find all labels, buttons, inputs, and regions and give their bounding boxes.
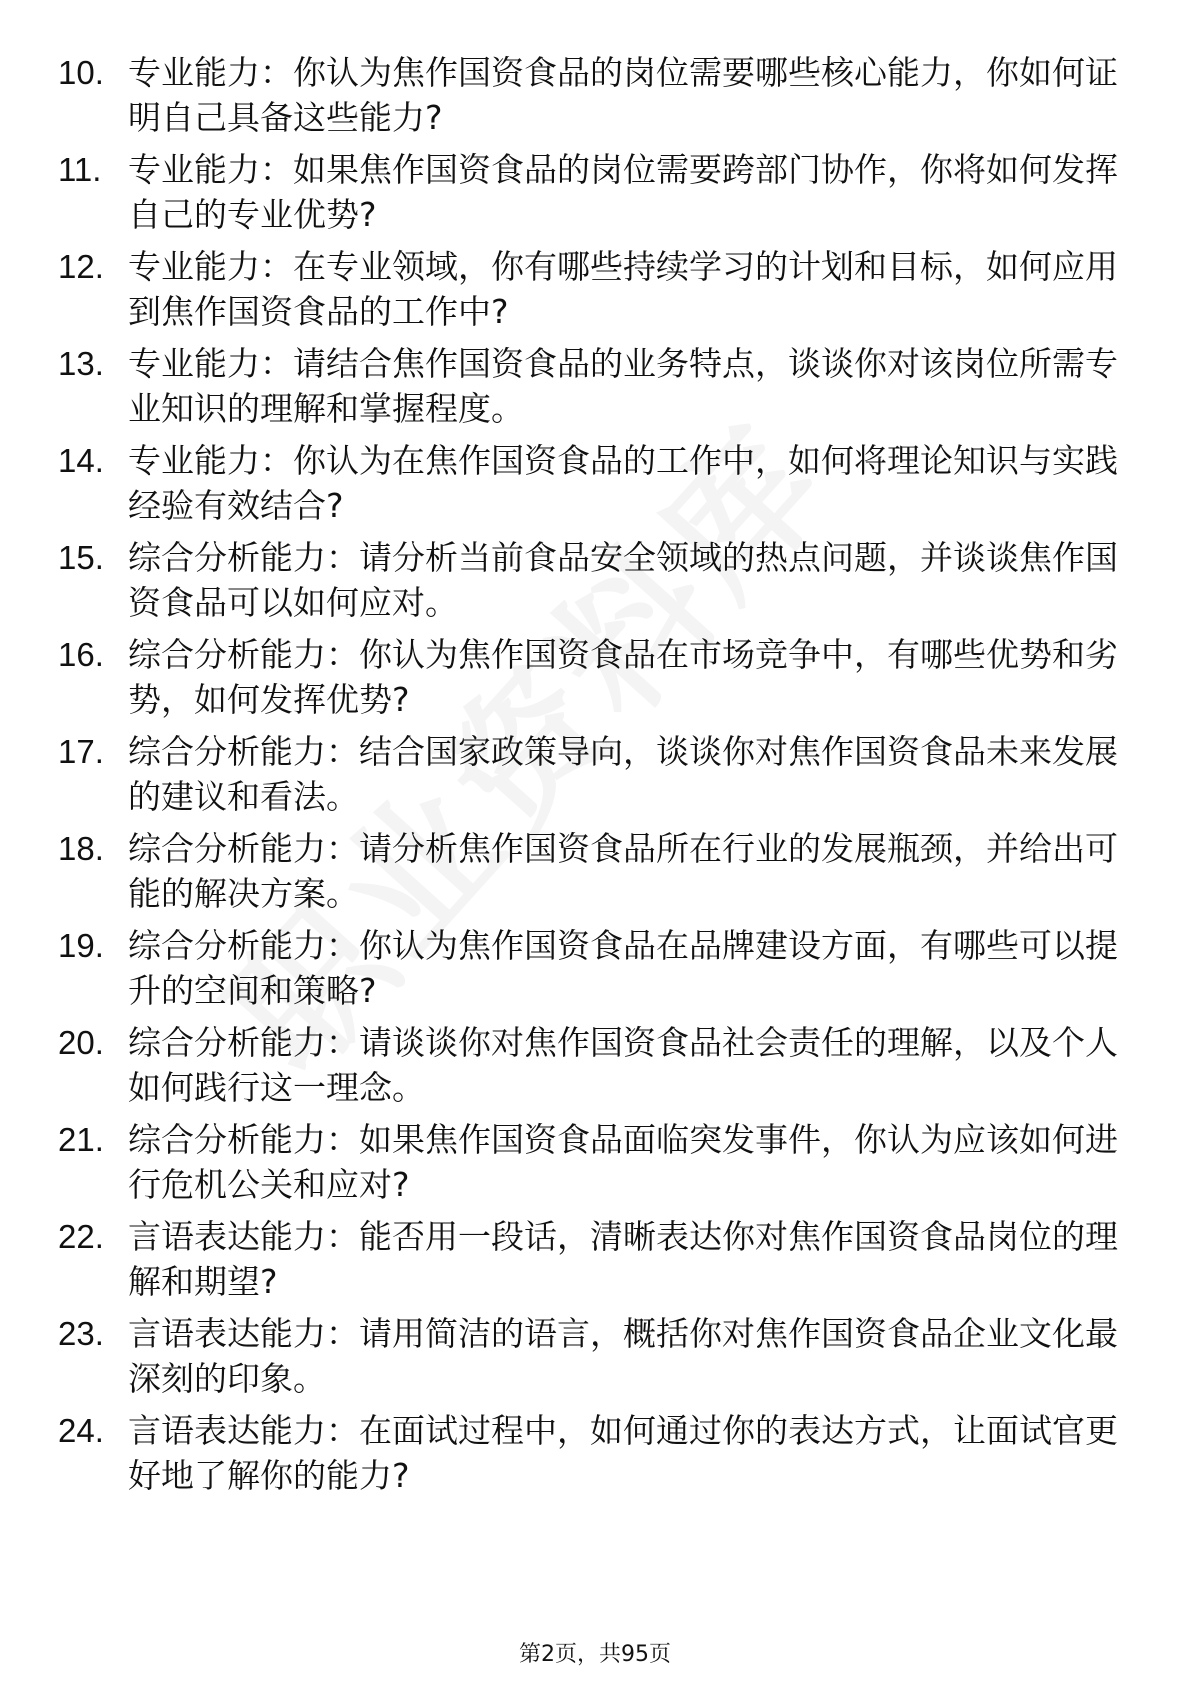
question-list: [0, 50, 1190, 1505]
item-number: 10.: [58, 54, 104, 91]
item-text: 综合分析能力：结合国家政策导向，谈谈你对焦作国资食品未来发展的建议和看法。: [128, 732, 1118, 816]
list-item: [0, 923, 1190, 1020]
item-number: 20.: [58, 1024, 104, 1061]
list-item: [0, 50, 1190, 147]
item-text: 言语表达能力：能否用一段话，清晰表达你对焦作国资食品岗位的理解和期望?: [128, 1217, 1118, 1301]
list-item: [0, 341, 1190, 438]
item-number: 18.: [58, 830, 104, 867]
list-item: [0, 244, 1190, 341]
item-text: 专业能力：你认为焦作国资食品的岗位需要哪些核心能力，你如何证明自己具备这些能力?: [128, 53, 1118, 137]
list-item: [0, 438, 1190, 535]
item-text: 专业能力：你认为在焦作国资食品的工作中，如何将理论知识与实践经验有效结合?: [128, 441, 1118, 525]
item-number: 12.: [58, 248, 104, 285]
item-text: 综合分析能力：你认为焦作国资食品在市场竞争中，有哪些优势和劣势，如何发挥优势?: [128, 635, 1118, 719]
list-item: [0, 1117, 1190, 1214]
list-item: [0, 1408, 1190, 1505]
item-text: 专业能力：请结合焦作国资食品的业务特点，谈谈你对该岗位所需专业知识的理解和掌握程度。: [128, 344, 1118, 428]
list-item: [0, 1214, 1190, 1311]
item-number: 23.: [58, 1315, 104, 1352]
item-number: 24.: [58, 1412, 104, 1449]
item-text: 言语表达能力：在面试过程中，如何通过你的表达方式，让面试官更好地了解你的能力?: [128, 1411, 1118, 1495]
list-item: [0, 535, 1190, 632]
page-footer: 第2页，共95页: [519, 1642, 671, 1667]
list-item: [0, 147, 1190, 244]
list-item: [0, 1311, 1190, 1408]
item-number: 17.: [58, 733, 104, 770]
item-number: 11.: [58, 151, 102, 188]
list-item: [0, 1020, 1190, 1117]
item-text: 综合分析能力：请谈谈你对焦作国资食品社会责任的理解，以及个人如何践行这一理念。: [128, 1023, 1118, 1107]
item-text: 综合分析能力：如果焦作国资食品面临突发事件，你认为应该如何进行危机公关和应对?: [128, 1120, 1118, 1204]
item-text: 综合分析能力：你认为焦作国资食品在品牌建设方面，有哪些可以提升的空间和策略?: [128, 926, 1118, 1010]
list-item: [0, 632, 1190, 729]
item-number: 15.: [58, 539, 104, 576]
item-text: 言语表达能力：请用简洁的语言，概括你对焦作国资食品企业文化最深刻的印象。: [128, 1314, 1118, 1398]
item-text: 专业能力：如果焦作国资食品的岗位需要跨部门协作，你将如何发挥自己的专业优势?: [128, 150, 1118, 234]
list-item: [0, 826, 1190, 923]
item-number: 19.: [58, 927, 104, 964]
item-number: 14.: [58, 442, 104, 479]
item-number: 16.: [58, 636, 104, 673]
item-number: 21.: [58, 1121, 104, 1158]
item-text: 综合分析能力：请分析当前食品安全领域的热点问题，并谈谈焦作国资食品可以如何应对。: [128, 538, 1118, 622]
item-number: 22.: [58, 1218, 104, 1255]
item-number: 13.: [58, 345, 104, 382]
list-item: [0, 729, 1190, 826]
item-text: 专业能力：在专业领域，你有哪些持续学习的计划和目标，如何应用到焦作国资食品的工作中?: [128, 247, 1118, 331]
item-text: 综合分析能力：请分析焦作国资食品所在行业的发展瓶颈，并给出可能的解决方案。: [128, 829, 1118, 913]
